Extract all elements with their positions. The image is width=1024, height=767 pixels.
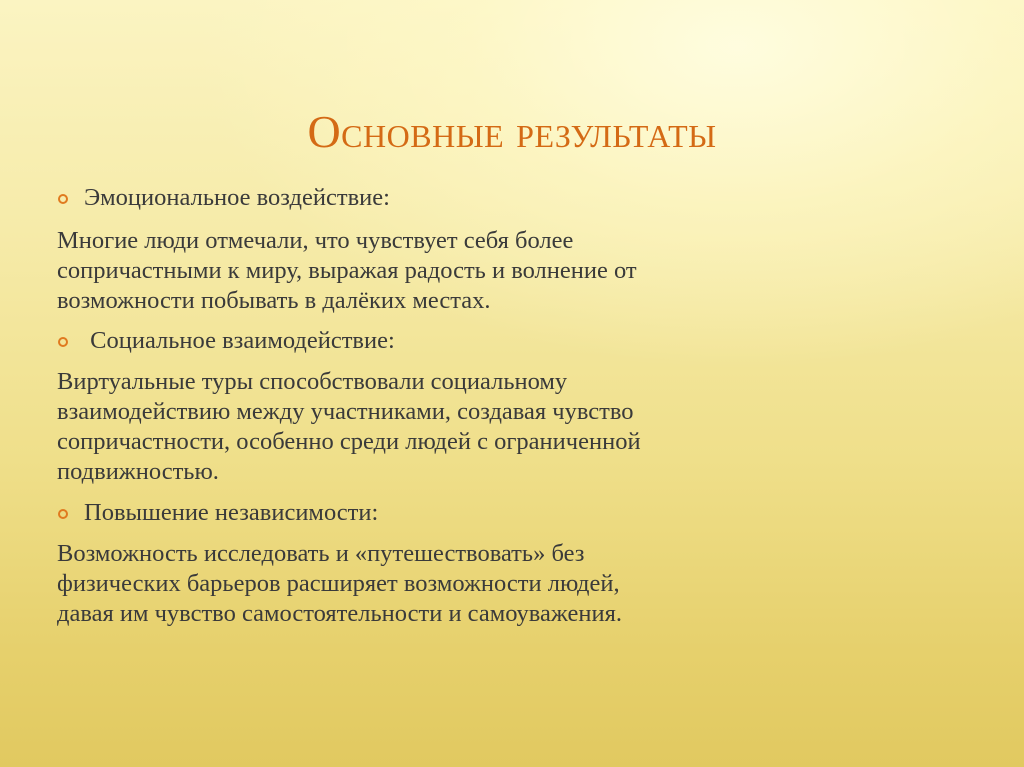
circle-bullet-icon <box>58 194 68 204</box>
bullet-heading-independence <box>57 498 957 528</box>
paragraph-emotional: Многие люди отмечали, что чувствует себя более сопричастными к миру, выражая радость и волнение от возможности побывать в далёких местах. <box>57 227 637 314</box>
bullet-heading-text: Эмоциональное воздействие: <box>84 184 390 211</box>
slide-content <box>57 183 957 629</box>
slide-title: Основные результаты <box>307 106 717 157</box>
bullet-heading-text: Повышение независимости: <box>84 499 379 526</box>
bullet-heading-emotional <box>57 183 957 213</box>
circle-bullet-icon <box>58 337 68 347</box>
bullet-heading-social <box>57 326 957 356</box>
bullet-heading-text: Социальное взаимодействие: <box>84 327 395 354</box>
circle-bullet-icon <box>58 509 68 519</box>
paragraph-independence: Возможность исследовать и «путешествовать» без физических барьеров расширяет возможности людей, давая им чувство самостоятельности и самоуважения. <box>57 540 623 627</box>
paragraph-social: Виртуальные туры способствовали социальному взаимодействию между участниками, создавая чувство сопричастности, особенно среди людей с ограниченной подвижностью. <box>57 368 641 485</box>
